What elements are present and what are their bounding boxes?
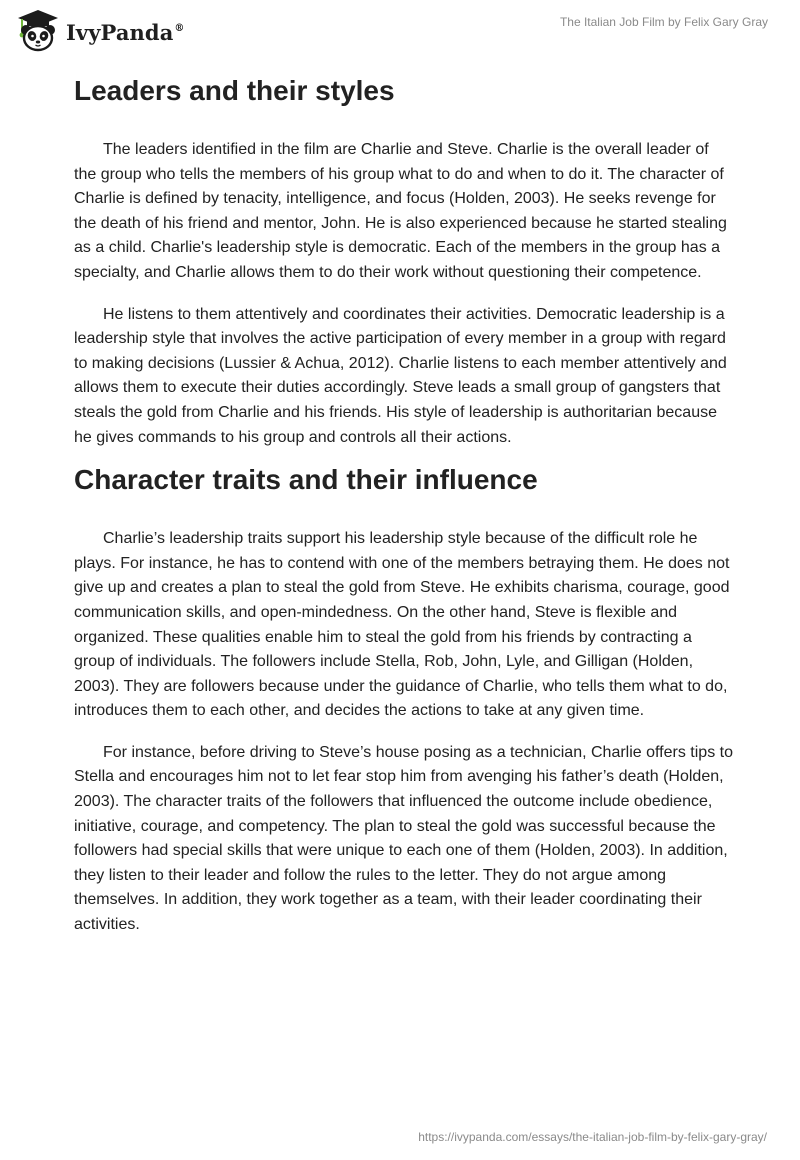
paragraph: He listens to them attentively and coordinates their activities. Democratic leadership is a leadership style that involves the active participation of every member in a group with regard to making decisions (Lussier & Achua, 2012). Charlie listens to each member attentively and allows them to execute their duties accordingly. Steve leads a small group of gangsters that steals the gold from Charlie and his friends. His style of leadership is authoritarian because he gives commands to his group and controls all their actions.: [74, 305, 727, 446]
logo-wordmark: IvyPanda®: [66, 19, 185, 45]
essay-content: [74, 68, 734, 938]
source-url-link[interactable]: https://ivypanda.com/essays/the-italian-job-film-by-felix-gary-gray/: [418, 1130, 767, 1144]
section-heading-leaders: Leaders and their styles: [74, 75, 395, 106]
paragraph: For instance, before driving to Steve’s house posing as a technician, Charlie offers tips to Stella and encourages him not to let fear stop him from avenging his father’s death (Holden, 2003). The character traits of the followers that influenced the outcome include obedience, initiative, courage, and competency. The plan to steal the gold was successful because the followers had special skills that were unique to each one of them (Holden, 2003). In addition, they listen to their leader and follow the rules to the letter. They do not argue among themselves. In addition, they work together as a team, with their leader coordinating their activities.: [74, 743, 733, 934]
registered-mark: ®: [174, 22, 185, 34]
paragraph: Charlie’s leadership traits support his leadership style because of the difficult role he plays. For instance, he has to contend with one of the members betraying them. He does not give up and creates a plan to steal the gold from Steve. He exhibits charisma, courage, good communication skills, and open-mindedness. On the other hand, Steve is flexible and organized. These qualities enable him to steal the gold from his friends by contracting a group of individuals. The followers include Stella, Rob, John, Lyle, and Gilligan (Holden, 2003). They are followers because under the guidance of Charlie, who tells them what to do, introduces them to each other, and decides the actions to take at any given time.: [74, 530, 730, 720]
paragraph: The leaders identified in the film are Charlie and Steve. Charlie is the overall leader of the group who tells the members of his group what to do and when to do it. The character of Charlie is defined by tenacity, intelligence, and focus (Holden, 2003). He seeks revenge for the death of his friend and mentor, John. He is also experienced because he started stealing as a child. Charlie's leadership style is democratic. Each of the members in the group has a specialty, and Charlie allows them to do their work without questioning their competence.: [74, 141, 727, 281]
page-header: [0, 0, 800, 60]
document-title: The Italian Job Film by Felix Gary Gray: [559, 15, 768, 29]
section-heading-traits: Character traits and their influence: [74, 464, 538, 496]
panda-graduate-icon: [14, 9, 62, 53]
ivypanda-logo[interactable]: [14, 9, 185, 53]
